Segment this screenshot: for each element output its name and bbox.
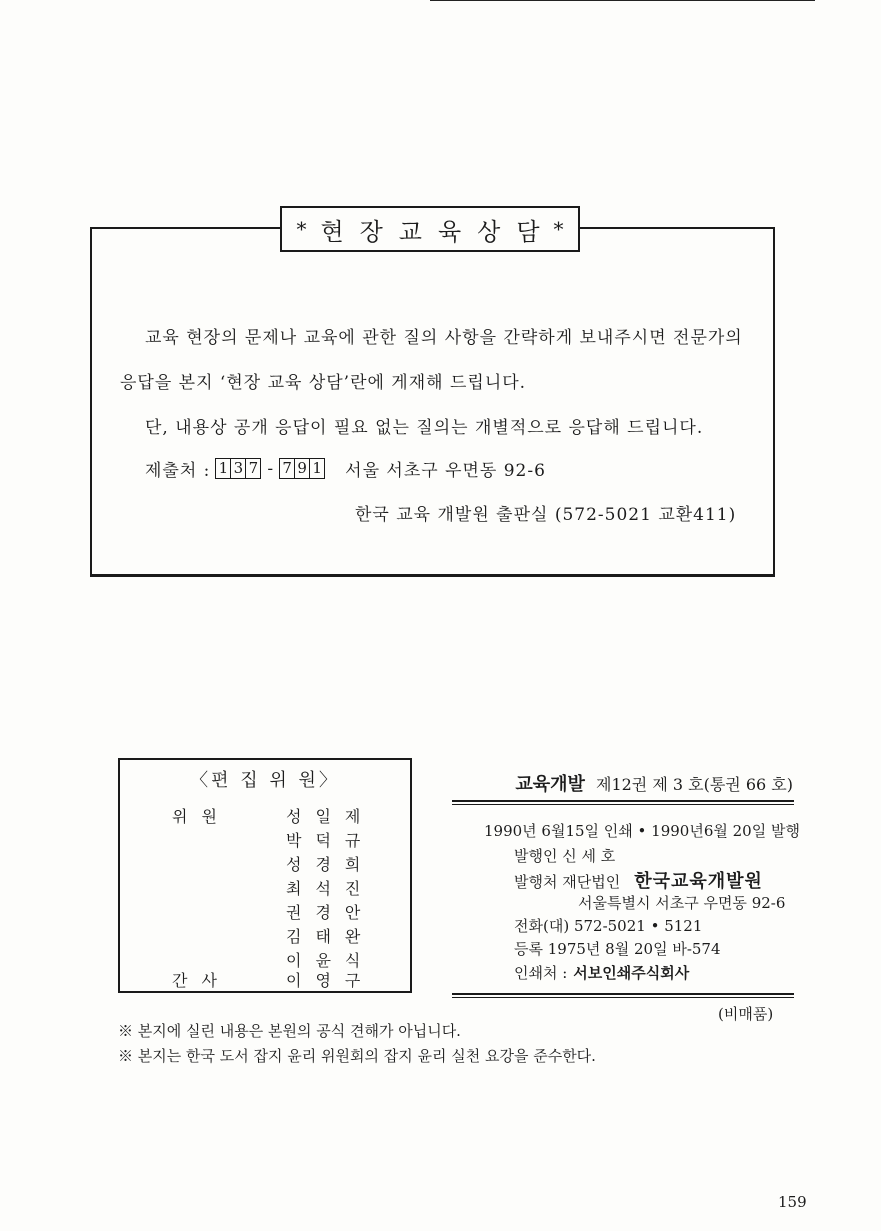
zip-first <box>216 458 261 479</box>
zip-digit: 7 <box>245 458 261 479</box>
committee-row <box>120 828 410 852</box>
ethics-note: ※ 본지는 한국 도서 잡지 윤리 위원회의 잡지 윤리 실천 요강을 준수한다. <box>118 1047 596 1065</box>
print-dates: 1990년 6월15일 인쇄 • 1990년6월 20일 발행 <box>484 822 800 840</box>
consult-line-3: 단, 내용상 공개 응답이 필요 없는 질의는 개별적으로 응답해 드립니다. <box>145 418 704 438</box>
telephone: 전화(대) 572-5021 • 5121 <box>514 917 703 935</box>
org-label: 발행처 재단법인 <box>514 873 621 891</box>
committee-row <box>120 876 410 900</box>
member-role: 위원 <box>172 807 231 826</box>
committee-row <box>120 924 410 948</box>
submit-address: 서울 서초구 우면동 92-6 <box>345 461 546 481</box>
secretary-name: 이영구 <box>286 971 375 990</box>
org-address: 서울특별시 서초구 우면동 92-6 <box>578 894 786 912</box>
consult-line-1: 교육 현장의 문제나 교육에 관한 질의 사항을 간략하게 보내주시면 전문가의 <box>145 328 743 348</box>
magazine-brand: 교육개발 <box>515 774 585 795</box>
zip-digit: 7 <box>279 458 295 479</box>
zip-digit: 1 <box>309 458 325 479</box>
publisher: 발행인 신 세 호 <box>514 847 616 865</box>
zip-digit: 1 <box>215 458 231 479</box>
consultation-title-text: 현장교육상담 <box>320 217 556 246</box>
committee-row <box>120 968 410 992</box>
committee-title: 〈편 집 위 원〉 <box>190 770 340 791</box>
committee-row <box>120 804 410 828</box>
member-name: 김태완 <box>286 927 375 946</box>
zip-digit: 3 <box>230 458 246 479</box>
org-logo: 한국교육개발원 <box>634 871 763 892</box>
printer-label: 인쇄처 : <box>514 964 568 982</box>
member-name: 성일제 <box>286 807 375 826</box>
colophon-header <box>515 770 793 796</box>
printer-name: 서보인쇄주식회사 <box>573 964 690 982</box>
colophon-rule-bottom <box>452 993 794 998</box>
printer <box>514 962 689 983</box>
price-note: (비매품) <box>718 1005 774 1023</box>
colophon-rule-top <box>452 800 794 805</box>
secretary-role: 간사 <box>172 971 231 990</box>
member-name: 최석진 <box>286 879 375 898</box>
committee-row <box>120 900 410 924</box>
consult-department: 한국 교육 개발원 출판실 (572-5021 교환411) <box>355 505 737 525</box>
asterisk-right: * <box>553 217 564 241</box>
issue-info: 제12권 제 3 호(통권 66 호) <box>595 775 793 794</box>
zip-dash: - <box>267 458 275 479</box>
publishing-org <box>514 867 763 893</box>
submit-line <box>145 456 546 481</box>
member-name: 박덕규 <box>286 831 375 850</box>
zip-second <box>280 458 325 479</box>
member-name: 성경희 <box>286 855 375 874</box>
page-number: 159 <box>778 1193 807 1211</box>
consultation-title <box>280 206 580 252</box>
zip-digit: 9 <box>294 458 310 479</box>
member-name: 권경안 <box>286 903 375 922</box>
editorial-committee-box <box>118 758 412 993</box>
disclaimer-note: ※ 본지에 실린 내용은 본원의 공식 견해가 아닙니다. <box>118 1022 461 1040</box>
submit-label: 제출처 : <box>145 461 211 481</box>
consult-line-2: 응답을 본지 ‘현장 교육 상담’란에 게재해 드립니다. <box>120 373 527 393</box>
top-rule <box>430 0 815 1</box>
committee-row <box>120 852 410 876</box>
registration: 등록 1975년 8월 20일 바-574 <box>514 940 721 958</box>
asterisk-left: * <box>296 217 307 241</box>
member-name: 이윤식 <box>286 951 375 970</box>
